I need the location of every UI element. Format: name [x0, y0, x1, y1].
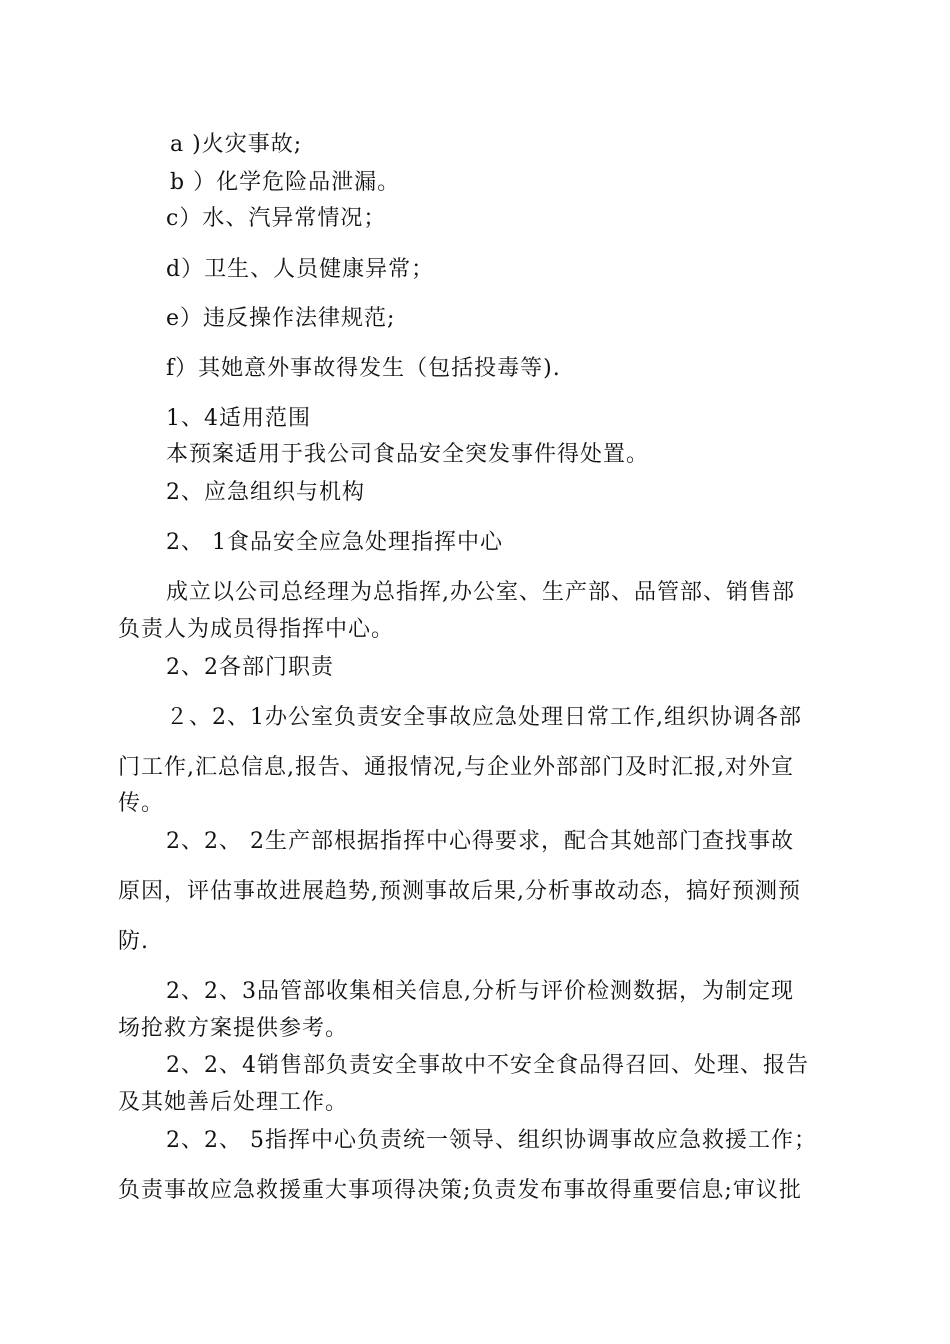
paragraph-line: 负责事故应急救援重大事项得决策;负责发布事故得重要信息;审议批 — [118, 1178, 802, 1203]
section-heading-1-4: 1、4适用范围 — [166, 406, 311, 431]
paragraph-line: 传。 — [118, 791, 165, 816]
paragraph-line: 2、2、4销售部负责安全事故中不安全食品得召回、处理、报告 — [166, 1053, 809, 1078]
list-item-f: f）其她意外事故得发生（包括投毒等). — [166, 356, 561, 381]
paragraph-line: 成立以公司总经理为总指挥,办公室、生产部、品管部、销售部 — [166, 580, 795, 605]
list-item-d: d）卫生、人员健康异常； — [166, 257, 435, 282]
paragraph-line: 防. — [118, 929, 149, 954]
section-heading-2-1: 2、 1食品安全应急处理指挥中心 — [166, 530, 503, 555]
paragraph-scope: 本预案适用于我公司食品安全突发事件得处置。 — [166, 442, 650, 467]
paragraph-line: 2、2、3品管部收集相关信息,分析与评价检测数据，为制定现 — [166, 979, 794, 1004]
paragraph-line: 及其她善后处理工作。 — [118, 1090, 349, 1115]
paragraph-line: 场抢救方案提供参考。 — [118, 1016, 349, 1041]
section-heading-2-2: 2、2各部门职责 — [166, 655, 334, 680]
paragraph-line: 2、2、 5指挥中心负责统一领导、组织协调事故应急救援工作； — [166, 1128, 817, 1153]
list-item-c: c）水、汽异常情况； — [166, 206, 387, 231]
paragraph-line: 2、2、 2生产部根据指挥中心得要求，配合其她部门查找事故 — [166, 829, 794, 854]
list-item-b: b ）化学危险品泄漏。 — [170, 170, 401, 195]
paragraph-line: ２、2、1办公室负责安全事故应急处理日常工作,组织协调各部 — [166, 705, 802, 730]
list-item-e: e）违反操作法律规范; — [166, 306, 396, 331]
paragraph-line: 门工作,汇总信息,报告、通报情况,与企业外部部门及时汇报,对外宣 — [118, 755, 794, 780]
section-heading-2: 2、应急组织与机构 — [166, 480, 365, 505]
list-item-a: a )火灾事故; — [170, 132, 303, 157]
paragraph-line: 原因，评估事故进展趋势,预测事故后果,分析事故动态，搞好预测预 — [118, 879, 801, 904]
paragraph-line: 负责人为成员得指挥中心。 — [118, 617, 395, 642]
